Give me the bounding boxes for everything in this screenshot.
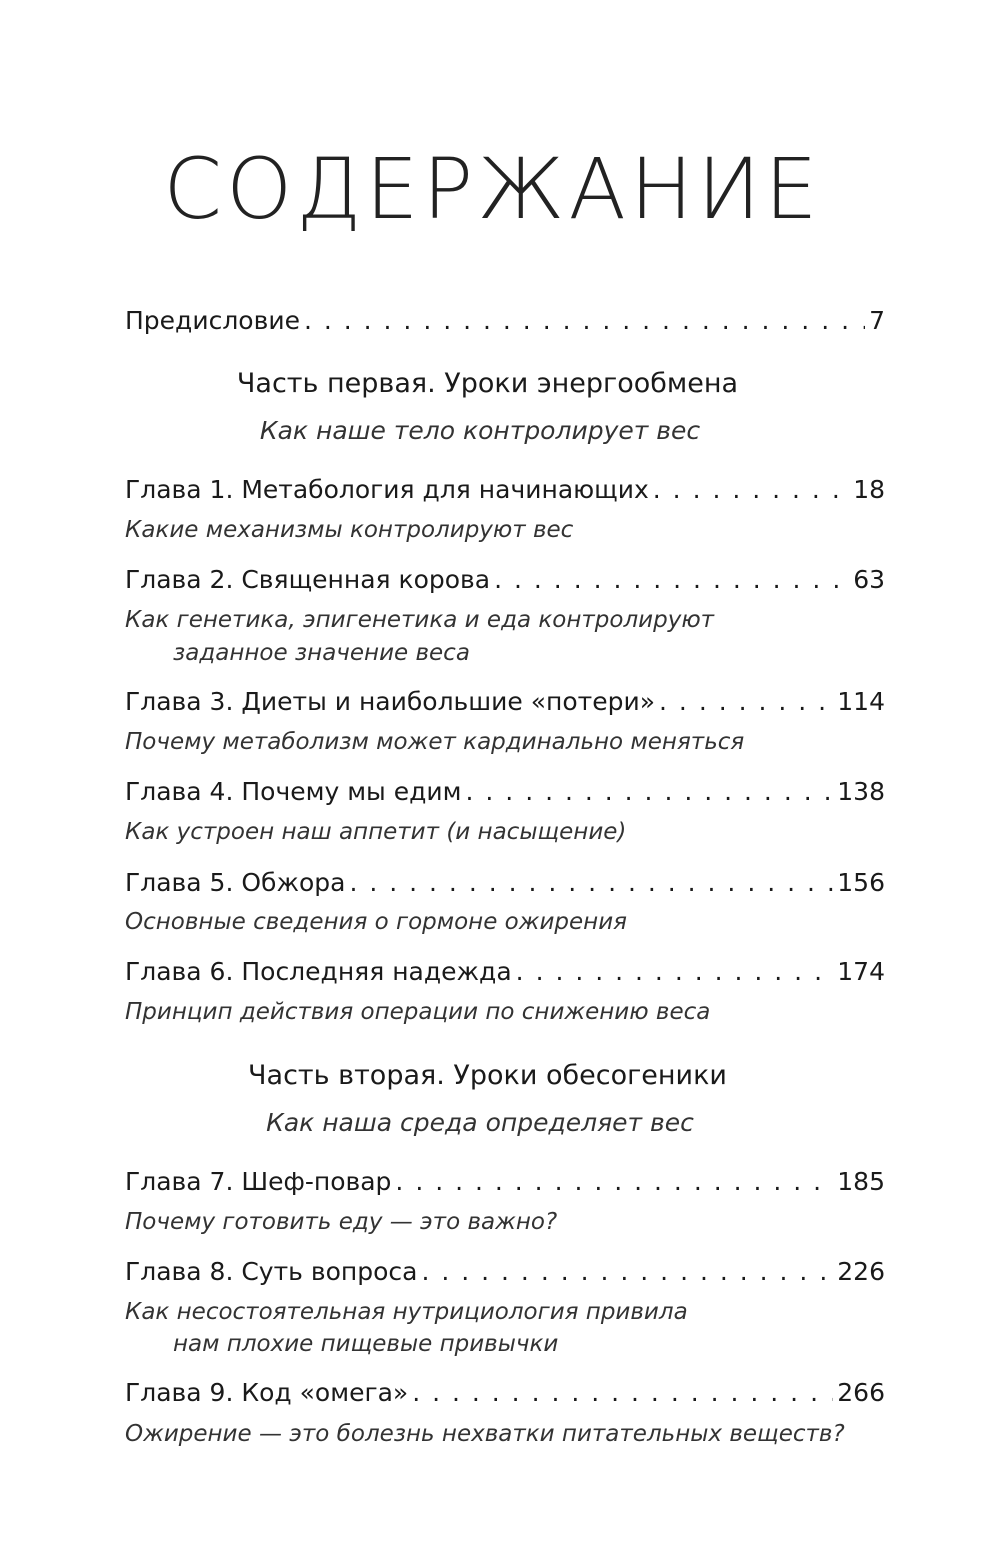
dot-leader	[349, 868, 833, 897]
entry-subtitle: Как устроен наш аппетит (и насыщение)	[125, 819, 627, 845]
page-number: 185	[837, 1167, 885, 1196]
entry-subtitle: заданное значение веса	[173, 640, 470, 666]
page-number: 7	[869, 306, 885, 335]
entry-label: Глава 6. Последняя надежда	[125, 957, 512, 986]
dot-leader	[653, 475, 849, 504]
toc-entry[interactable]	[125, 565, 885, 599]
page-number: 174	[837, 957, 885, 986]
part-title: Часть вторая. Уроки обесогеники	[248, 1060, 727, 1091]
entry-subtitle: Основные сведения о гормоне ожирения	[125, 909, 627, 935]
dot-leader	[395, 1167, 833, 1196]
toc-entry[interactable]	[125, 687, 885, 721]
page-number: 226	[837, 1257, 885, 1286]
entry-label: Глава 3. Диеты и наибольшие «потери»	[125, 687, 656, 716]
entry-subtitle: Ожирение — это болезнь нехватки питательных веществ?	[125, 1421, 845, 1447]
toc-entry[interactable]	[125, 777, 885, 811]
entry-label: Глава 9. Код «омега»	[125, 1378, 409, 1407]
entry-subtitle: Как генетика, эпигенетика и еда контролируют	[125, 607, 715, 633]
entry-label: Глава 2. Священная корова	[125, 565, 491, 594]
page-number: 18	[853, 475, 885, 504]
entry-subtitle: Почему метаболизм может кардинально меняться	[125, 729, 745, 755]
toc-entry[interactable]	[125, 1257, 885, 1291]
entry-label: Глава 7. Шеф-повар	[125, 1167, 392, 1196]
entry-subtitle: нам плохие пищевые привычки	[173, 1331, 559, 1357]
entry-label: Глава 8. Суть вопроса	[125, 1257, 418, 1286]
toc-entry[interactable]	[125, 957, 885, 991]
part-subtitle: Как наша среда определяет вес	[266, 1108, 694, 1137]
page-number: 63	[853, 565, 885, 594]
part-title: Часть первая. Уроки энергообмена	[236, 368, 739, 399]
page-number: 114	[837, 687, 885, 716]
toc-entry[interactable]	[125, 868, 885, 902]
toc-entry-preface[interactable]	[125, 306, 885, 340]
toc-entry[interactable]	[125, 475, 885, 509]
entry-label: Предисловие	[125, 306, 300, 335]
page-number: 138	[837, 777, 885, 806]
entry-label: Глава 4. Почему мы едим	[125, 777, 462, 806]
entry-subtitle: Почему готовить еду — это важно?	[125, 1209, 558, 1235]
toc-entry[interactable]	[125, 1378, 885, 1412]
entry-subtitle: Как несостоятельная нутрициология привила	[125, 1299, 688, 1325]
dot-leader	[466, 777, 834, 806]
dot-leader	[516, 957, 834, 986]
page-title: СОДЕРЖАНИЕ	[163, 140, 822, 238]
entry-subtitle: Принцип действия операции по снижению веса	[125, 999, 711, 1025]
dot-leader	[421, 1257, 833, 1286]
dot-leader	[304, 306, 865, 335]
dot-leader	[494, 565, 849, 594]
dot-leader	[659, 687, 833, 716]
entry-label: Глава 1. Метабология для начинающих	[125, 475, 649, 504]
entry-label: Глава 5. Обжора	[125, 868, 346, 897]
page-number: 266	[837, 1378, 885, 1407]
toc-entry[interactable]	[125, 1167, 885, 1201]
dot-leader	[412, 1378, 833, 1407]
page-number: 156	[837, 868, 885, 897]
part-subtitle: Как наше тело контролирует вес	[259, 416, 701, 445]
entry-subtitle: Какие механизмы контролируют вес	[125, 517, 574, 543]
